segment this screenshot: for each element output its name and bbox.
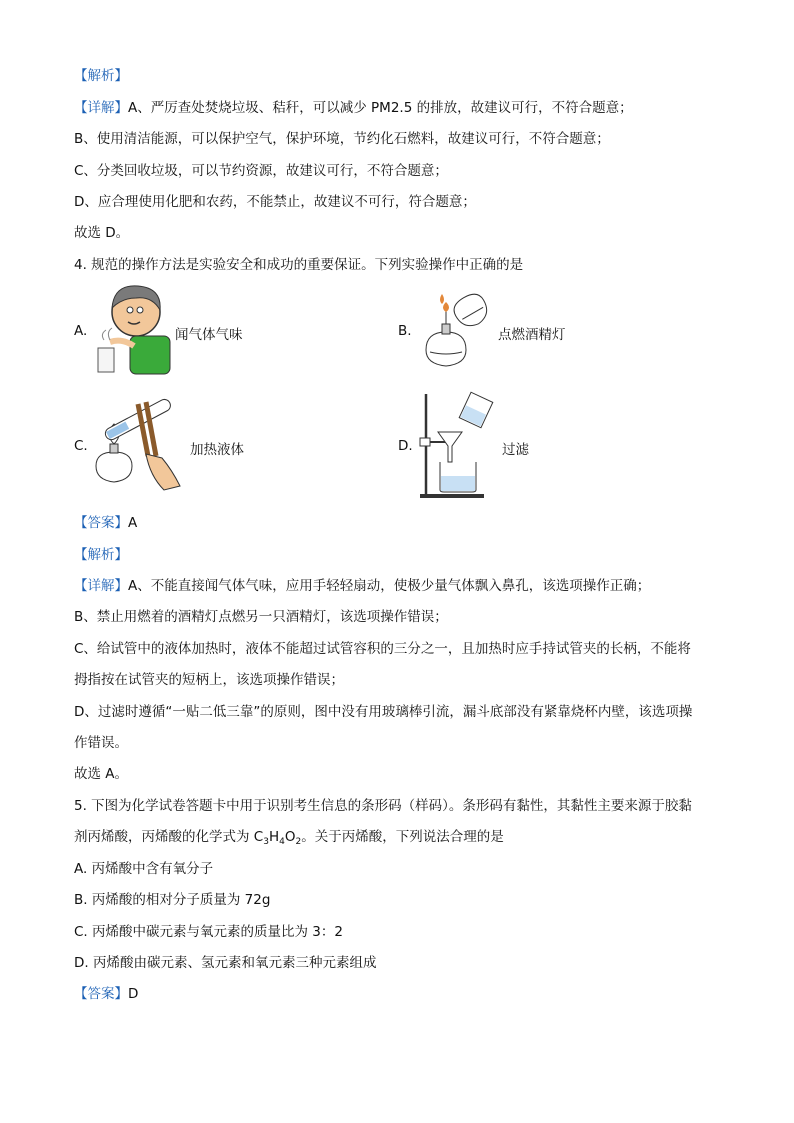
answer-line [74,513,137,533]
detail-line-d1: D、过滤时遵循“一贴二低三靠”的原则，图中没有用玻璃棒引流，漏斗底部没有紧靠烧杯内壁，该选项操 [74,704,693,720]
filtration-icon [414,390,498,500]
formula-subscript: 4 [279,837,285,847]
question-5-stem-line2 [74,827,504,852]
formula-subscript: 3 [263,837,269,847]
stem-text: 剂丙烯酸，丙烯酸的化学式为 C [74,829,264,845]
detail-text: A、不能直接闻气体气味，应用手轻轻扇动，使极少量气体飘入鼻孔，该选项操作正确； [128,578,651,594]
answer-tag: 【答案】 [74,986,128,1002]
option-a-letter: A. [74,323,88,339]
option-d-caption: 过滤 [502,442,529,458]
option-a: A. 丙烯酸中含有氧分子 [74,861,214,877]
detail-text: A、严厉查处焚烧垃圾、秸秆，可以减少 PM2.5 的排放，故建议可行，不符合题意； [128,100,633,116]
heating-liquid-icon [90,396,186,496]
detail-line-d2: 作错误。 [74,735,128,751]
detail-line-c2: 拇指按在试管夹的短柄上，该选项操作错误； [74,672,344,688]
question-4-stem: 4. 规范的操作方法是实验安全和成功的重要保证。下列实验操作中正确的是 [74,257,524,273]
option-b-caption: 点燃酒精灯 [498,327,566,343]
option-c-letter: C. [74,438,88,454]
answer-value: D [128,986,139,1002]
detail-line-c1: C、给试管中的液体加热时，液体不能超过试管容积的三分之一，且加热时应手持试管夹的长柄，不能将 [74,641,691,657]
answer-line [74,984,138,1004]
analysis-heading: 【解析】 [74,547,128,563]
option-d: D. 丙烯酸由碳元素、氢元素和氧元素三种元素组成 [74,955,377,971]
answer-tag: 【答案】 [74,515,128,531]
detail-line-b: B、禁止用燃着的酒精灯点燃另一只酒精灯，该选项操作错误； [74,609,448,625]
stem-text: 。关于丙烯酸，下列说法合理的是 [301,829,504,845]
option-c: C. 丙烯酸中碳元素与氧元素的质量比为 3：2 [74,924,343,940]
answer-value: A [128,515,138,531]
detail-line-a [74,576,650,596]
detail-line-d: D、应合理使用化肥和农药，不能禁止，故建议不可行，符合题意； [74,194,476,210]
conclusion: 故选 A。 [74,766,129,782]
formula-letter: O [284,829,296,845]
option-c-caption: 加热液体 [190,442,244,458]
detail-tag: 【详解】 [74,578,128,594]
option-b: B. 丙烯酸的相对分子质量为 72g [74,892,271,908]
detail-line-c: C、分类回收垃圾，可以节约资源，故建议可行，不符合题意； [74,163,448,179]
conclusion: 故选 D。 [74,225,130,241]
question-5-stem-line1: 5. 下图为化学试卷答题卡中用于识别考生信息的条形码（样码）。条形码有黏性，其黏性主要来源于胶黏 [74,798,692,814]
detail-tag: 【详解】 [74,100,128,116]
option-a-caption: 闻气体气味 [175,327,243,343]
smelling-gas-icon [92,282,172,378]
option-d-letter: D. [398,438,413,454]
formula-subscript: 2 [295,837,302,847]
detail-line-a [74,98,633,118]
lighting-alcohol-lamp-icon [412,290,496,376]
option-b-letter: B. [398,323,412,339]
detail-line-b: B、使用清洁能源，可以保护空气，保护环境，节约化石燃料，故建议可行，不符合题意； [74,131,610,147]
formula-letter: H [268,829,280,845]
analysis-heading: 【解析】 [74,68,128,84]
